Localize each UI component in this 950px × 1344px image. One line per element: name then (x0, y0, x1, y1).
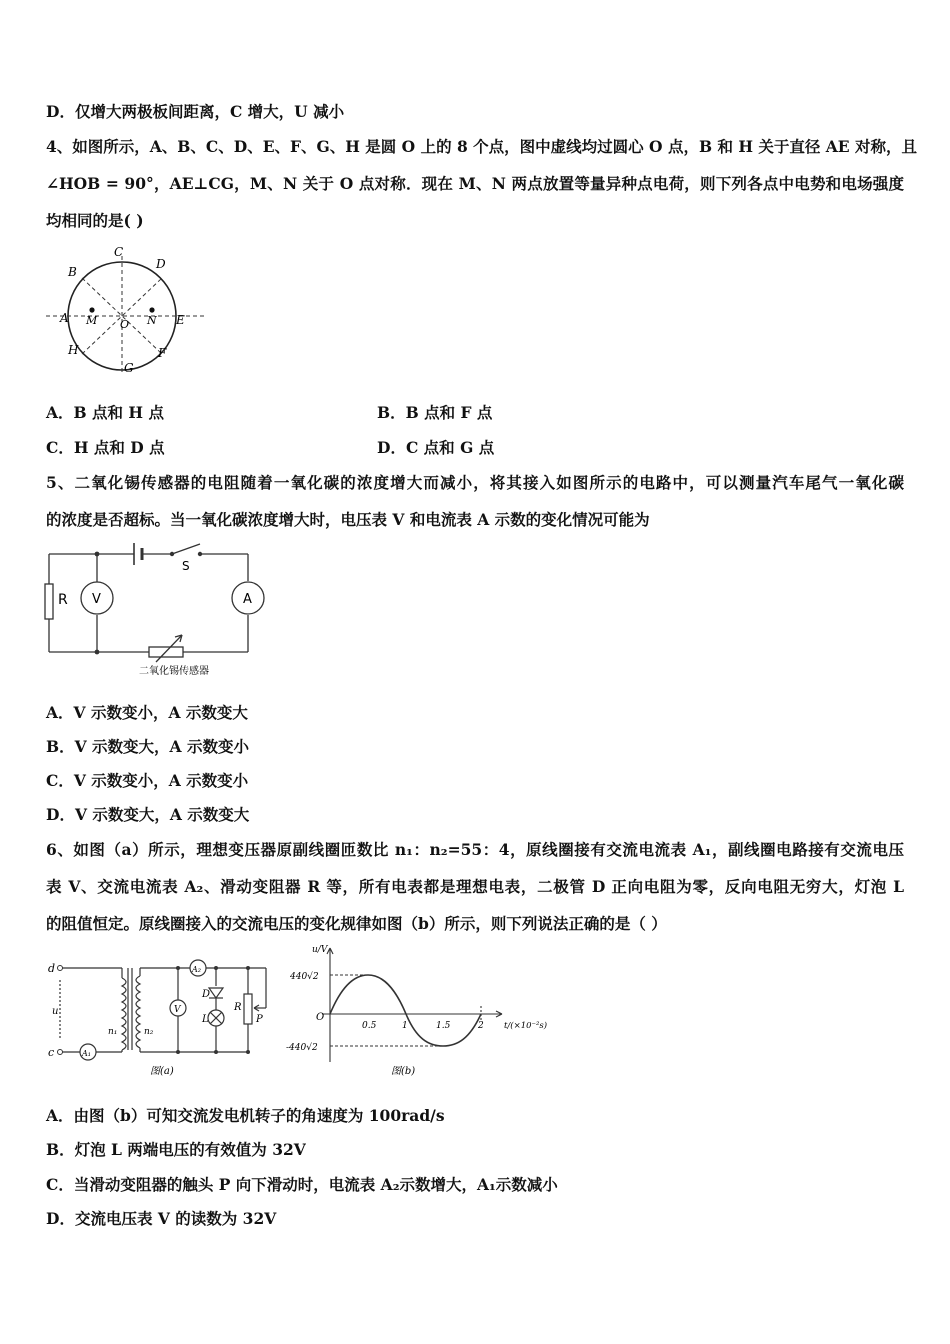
q6-stem-line2: 表 V、交流电流表 A₂、滑动变阻器 R 等，所有电表都是理想电表，二极管 D 正向电阻为零，反向电阻无穷大，灯泡 L (46, 877, 904, 896)
tick-0-5: 0.5 (362, 1021, 377, 1031)
label-diode: D (202, 989, 211, 1000)
label-v: V (174, 1005, 181, 1015)
q4-option-b: B．B 点和 F 点 (377, 403, 493, 422)
label-a: A (243, 592, 252, 607)
label-d: D (156, 257, 166, 271)
label-a1: A₁ (82, 1049, 91, 1058)
label-o: O (120, 318, 130, 331)
y-min-label: -440√2 (286, 1043, 318, 1053)
label-p: P (256, 1014, 263, 1025)
label-g: G (124, 361, 134, 375)
label-v: V (92, 592, 101, 607)
y-max-label: 440√2 (290, 972, 319, 982)
q4-stem-line1: 4、如图所示，A、B、C、D、E、F、G、H 是圆 O 上的 8 个点，图中虚线均过圆心 O 点，B 和 H 关于直径 AE 对称，且 (46, 137, 918, 156)
label-sensor: 二氧化锡传感器 (139, 666, 209, 677)
q6-voltage-graph (286, 944, 556, 1078)
q6-stem-line1: 6、如图（a）所示，理想变压器原副线圈匝数比 n₁：n₂=55：4，原线圈接有交流电流表 A₁，副线圈电路接有交流电压 (46, 840, 904, 859)
q4-option-a: A．B 点和 H 点 (46, 403, 164, 422)
q6-option-b: B．灯泡 L 两端电压的有效值为 32V (46, 1140, 306, 1159)
x-axis-label: t/(×10⁻²s) (504, 1021, 548, 1031)
label-f: F (158, 346, 167, 360)
q4-option-c: C．H 点和 D 点 (46, 438, 165, 457)
label-e: E (176, 313, 185, 327)
q6-stem-line3: 的阻值恒定。原线圈接入的交流电压的变化规律如图（b）所示，则下列说法正确的是（ ） (46, 914, 667, 933)
q4-stem-line3: 均相同的是( ) (46, 211, 144, 230)
label-a: A (60, 311, 69, 325)
q6-option-c: C．当滑动变阻器的触头 P 向下滑动时，电流表 A₂示数增大，A₁示数减小 (46, 1175, 558, 1194)
label-c: C (114, 245, 124, 259)
tick-1: 1 (402, 1021, 408, 1031)
q6-transformer-figure (44, 950, 274, 1080)
origin-label: O (316, 1012, 325, 1023)
label-n: N (147, 314, 157, 327)
q5-stem-line2: 的浓度是否超标。当一氧化碳浓度增大时，电压表 V 和电流表 A 示数的变化情况可能为 (46, 510, 650, 529)
label-r: R (58, 592, 68, 608)
label-r: R (234, 1002, 242, 1013)
tick-2: 2 (478, 1021, 484, 1031)
charge-m (89, 307, 94, 312)
label-a2: A₂ (192, 965, 201, 974)
q4-circle-figure (46, 244, 216, 374)
label-n1: n₁ (108, 1027, 118, 1037)
sine-curve (330, 975, 481, 1046)
label-s: S (182, 559, 190, 573)
q6-option-a: A．由图（b）可知交流发电机转子的角速度为 100rad/s (46, 1106, 445, 1125)
tick-1-5: 1.5 (436, 1021, 451, 1031)
label-u: u (52, 1006, 59, 1017)
y-axis-label: u/V (312, 945, 328, 955)
q5-option-b: B．V 示数变大，A 示数变小 (46, 737, 249, 756)
q6-option-d: D．交流电压表 V 的读数为 32V (46, 1209, 277, 1228)
label-lamp: L (202, 1014, 209, 1025)
label-d-terminal: d (48, 962, 56, 975)
q5-option-a: A．V 示数变小，A 示数变大 (46, 703, 248, 722)
label-c-terminal: c (48, 1046, 55, 1059)
charge-n (149, 307, 154, 312)
q4-option-d: D．C 点和 G 点 (377, 438, 495, 457)
q4-stem-line2: ∠HOB = 90°，AE⊥CG，M、N 关于 O 点对称．现在 M、N 两点放置等量异种点电荷，则下列各点中电势和电场强度 (46, 174, 904, 193)
q5-option-c: C．V 示数变小，A 示数变小 (46, 771, 249, 790)
label-h: H (68, 343, 79, 357)
label-m: M (86, 314, 98, 327)
label-n2: n₂ (144, 1027, 154, 1037)
q5-option-d: D．V 示数变大，A 示数变大 (46, 805, 250, 824)
q3-option-d: D．仅增大两极板间距离，C 增大，U 减小 (46, 102, 345, 121)
q5-stem-line1: 5、二氧化锡传感器的电阻随着一氧化碳的浓度增大而减小，将其接入如图所示的电路中，可以测量汽车尾气一氧化碳 (46, 473, 904, 492)
q5-circuit-figure (44, 540, 270, 680)
caption-fig-b: 图(b) (391, 1066, 416, 1077)
caption-fig-a: 图(a) (150, 1066, 174, 1077)
label-b: B (68, 265, 77, 279)
